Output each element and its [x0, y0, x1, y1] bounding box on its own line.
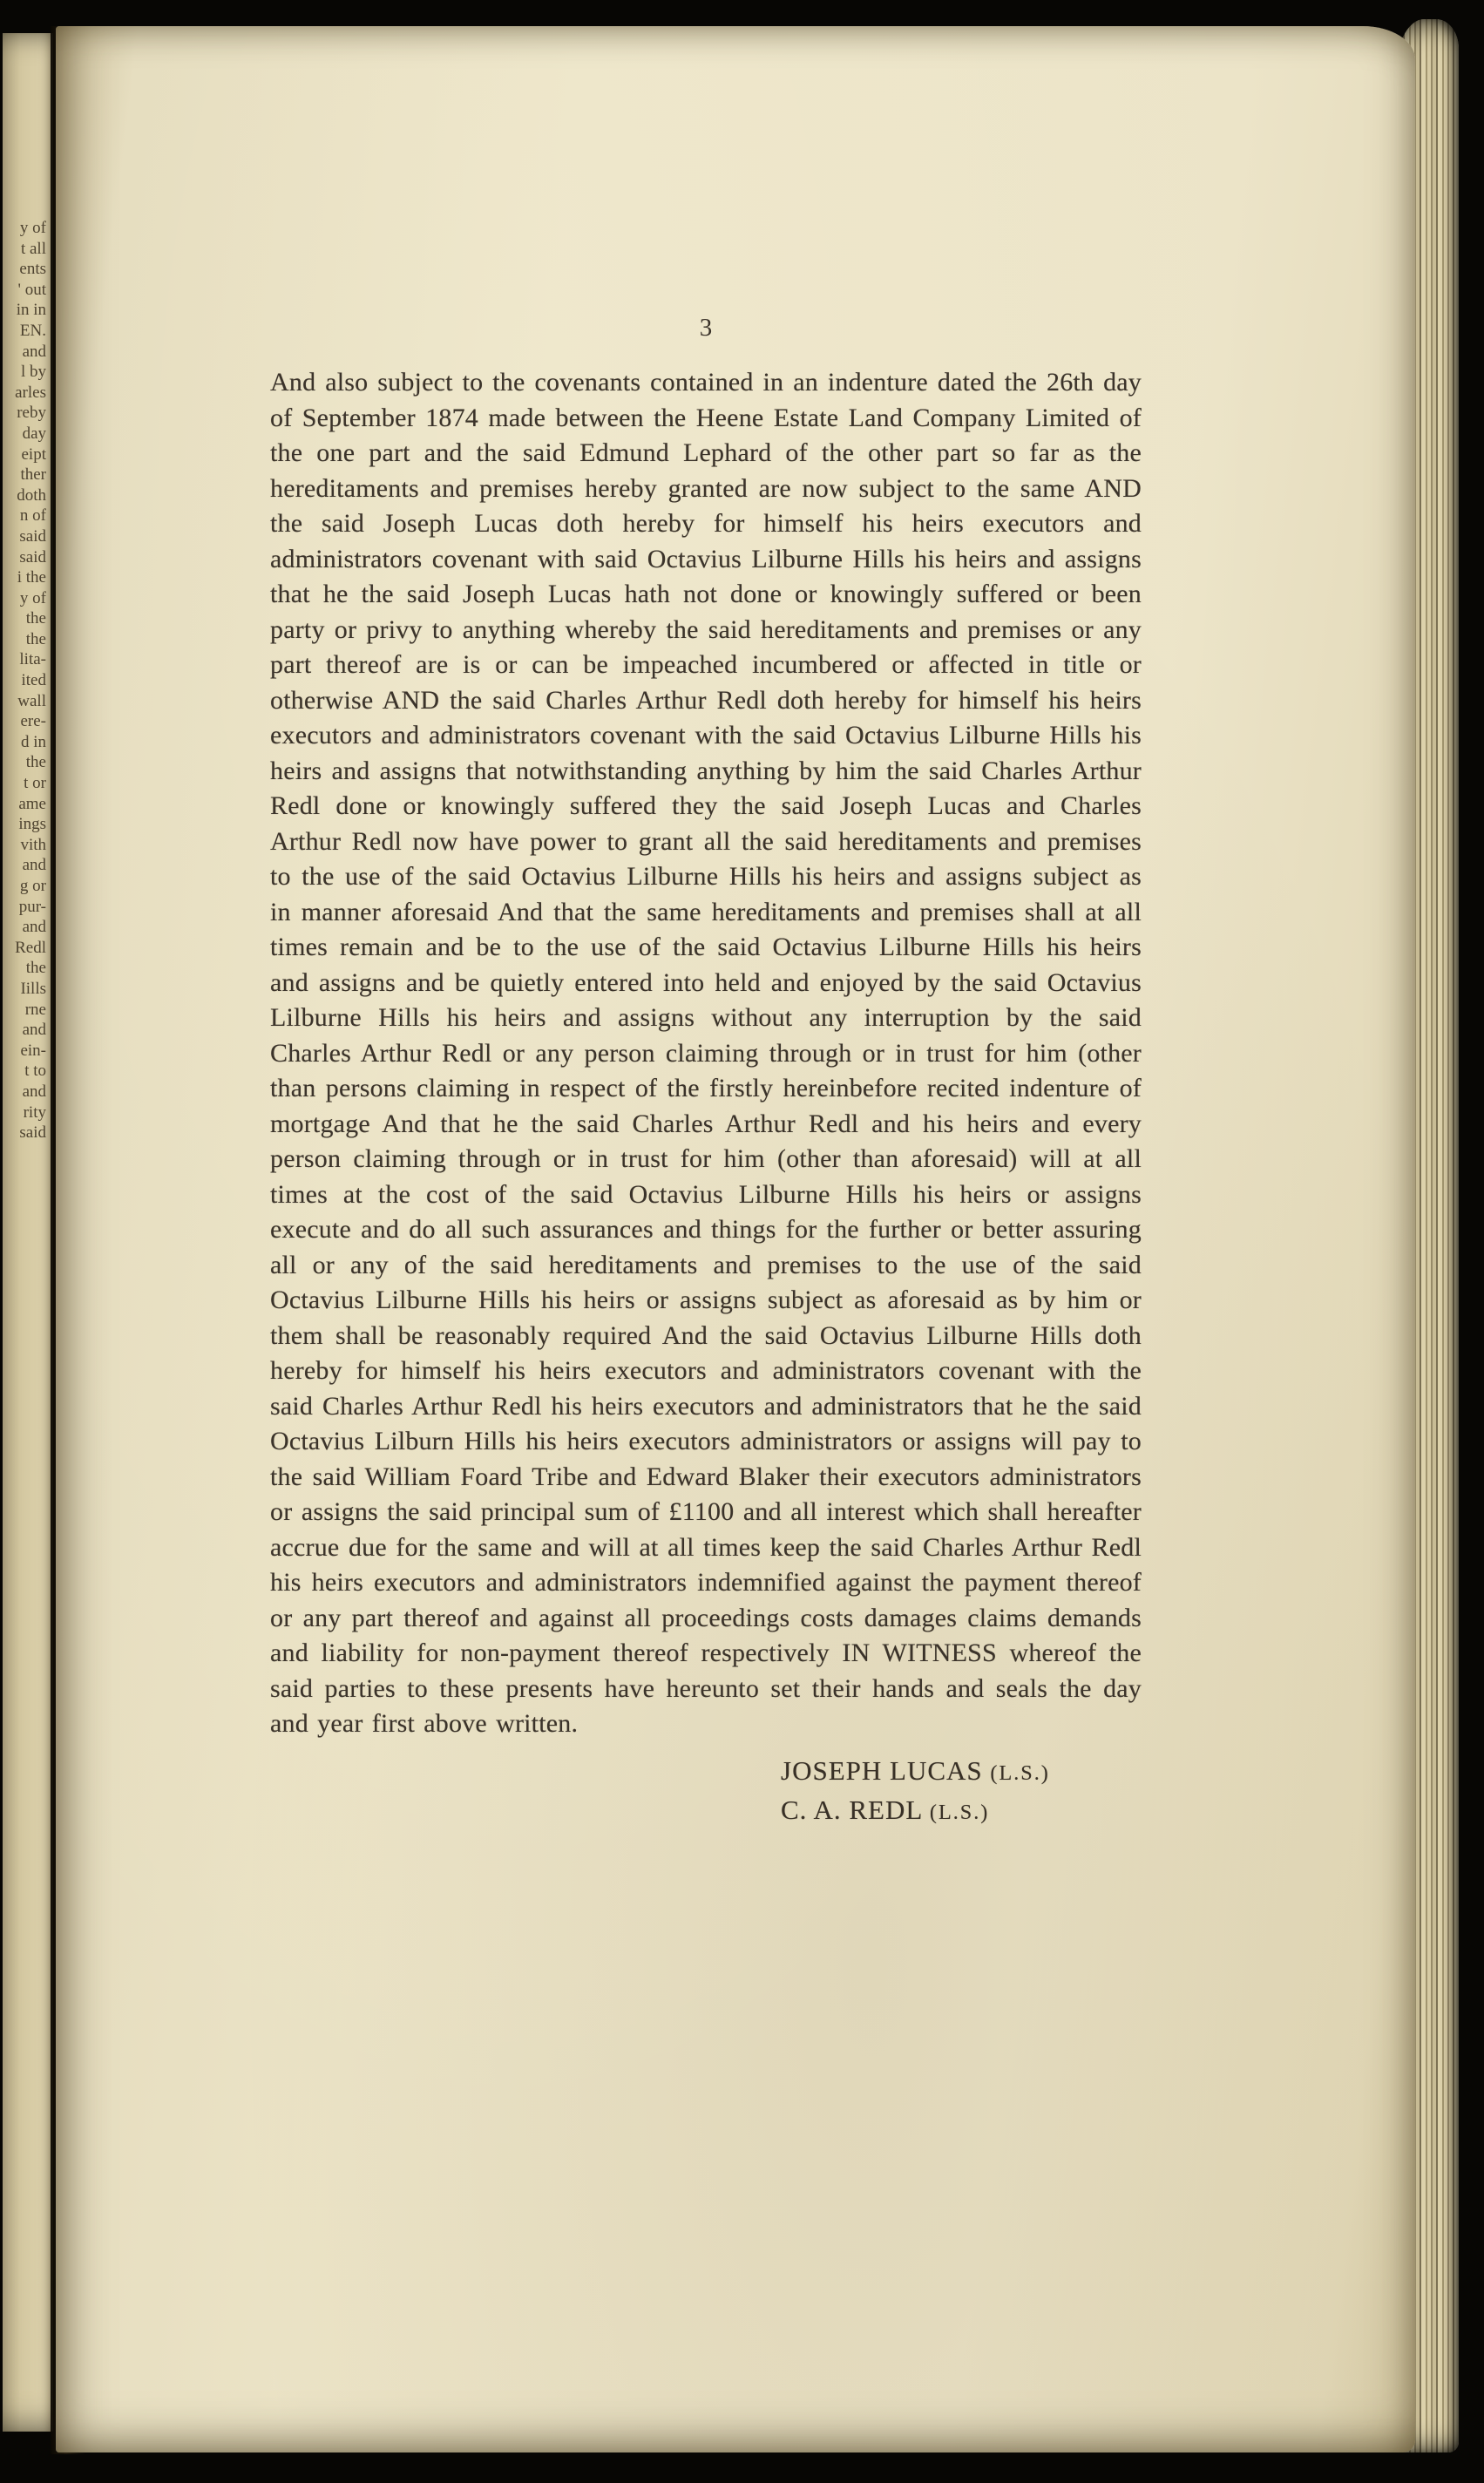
- text-fragment: said: [19, 1123, 46, 1143]
- text-fragment: ings: [18, 815, 46, 834]
- text-fragment: rity: [23, 1102, 46, 1122]
- text-fragment: ' out: [17, 280, 46, 299]
- text-fragment: and: [22, 918, 46, 937]
- deed-body-text: And also subject to the covenants contained in an indenture dated the 26th day of September 1874 made between the Heene Estate Land Company Limited of the one part and the said Edmund Lephard of the other part so far as the hereditaments and premises hereby granted are now subject to the same AND the said Joseph Lucas doth hereby for himself his heirs executors and administrators covenant with said Octavius Lilburne Hills his heirs and assigns that he the said Joseph Lucas hath not done or knowingly suffered or been party or privy to anything whereby the said hereditaments and premises or any part thereof are is or can be impeached incumbered or affected in title or otherwise AND the said Charles Arthur Redl doth hereby for himself his heirs executors and administrators covenant with the said Octavius Lilburne Hills his heirs and assigns that notwithstanding anything by him the said Charles Arthur Redl done or knowingly suffered they the said Joseph Lucas and Charles Arthur Redl now have power to grant all the said hereditaments and premises to the use of the said Octavius Lilburne Hills his heirs and assigns subject as in manner aforesaid And that the same hereditaments and premises shall at all times remain and be to the use of the said Octavius Lilburne Hills his heirs and assigns and be quietly entered into held and enjoyed by the said Octavius Lilburne Hills his heirs and assigns without any interruption by the said Charles Arthur Redl or any person claiming through or in trust for him (other than persons claiming in respect of the firstly hereinbefore recited indenture of mortgage And that he the said Charles Arthur Redl and his heirs and every person claiming through or in trust for him (other than aforesaid) will at all times at the cost of the said Octavius Lilburne Hills his heirs or assigns execute and do all such assurances and things for the further or better assuring all or any of the said hereditaments and premises to the use of the said Octavius Lilburne Hills his heirs or assigns subject as aforesaid as by him or them shall be reasonably required And the said Octavius Lilburne Hills doth hereby for himself his heirs executors and administrators covenant with the said Charles Arthur Redl his heirs executors and administrators that he the said Octavius Lilburn Hills his heirs executors administrators or assigns will pay to the said William Foard Tribe and Edward Blaker their executors administrators or assigns the said principal sum of £1100 and all interest which shall hereafter accrue due for the same and will at all times keep the said Charles Arthur Redl his heirs executors and administrators indemnified against the payment thereof or any part thereof and against all proceedings costs damages claims demands and liability for non-payment thereof respectively IN WITNESS whereof the said parties to these presents have hereunto set their hands and seals the day and year first above written.: [270, 368, 1142, 1738]
- text-fragment: l by: [20, 363, 46, 382]
- signature-block: [270, 1753, 1142, 1831]
- text-fragment: in in: [16, 301, 46, 320]
- seal-abbreviation: (L.S.): [929, 1800, 990, 1824]
- signature-line: [781, 1792, 1142, 1831]
- text-fragment: ents: [19, 260, 46, 279]
- text-fragment: the: [25, 629, 46, 648]
- adjacent-page-edge: [3, 33, 53, 2432]
- text-fragment: and: [22, 1021, 46, 1040]
- text-fragment: reby: [17, 404, 46, 423]
- seal-abbreviation: (L.S.): [990, 1760, 1050, 1785]
- text-fragment: said: [19, 547, 46, 566]
- text-fragment: vith: [20, 835, 46, 854]
- text-fragment: g or: [19, 877, 46, 895]
- text-fragment: n of: [19, 506, 46, 526]
- text-fragment: said: [19, 526, 46, 546]
- text-fragment: arles: [15, 383, 46, 402]
- text-fragment: lita-: [19, 650, 46, 669]
- text-fragment: wall: [17, 691, 46, 710]
- text-fragment: ited: [21, 671, 46, 690]
- text-fragment: ther: [20, 465, 46, 485]
- text-fragment: doth: [17, 485, 46, 505]
- document-page: [56, 26, 1415, 2452]
- text-fragment: and: [22, 342, 46, 361]
- text-fragment: and: [22, 1082, 46, 1101]
- text-fragment: the: [25, 959, 46, 978]
- text-fragment: EN.: [19, 321, 46, 340]
- text-fragment: t all: [20, 239, 46, 258]
- signature-line: [781, 1753, 1142, 1792]
- text-fragment: Iills: [20, 979, 46, 998]
- text-fragment: ere-: [20, 712, 46, 731]
- page-number: 3: [699, 314, 713, 342]
- text-fragment: the: [25, 753, 46, 772]
- text-fragment: y of: [19, 588, 46, 607]
- text-fragment: i the: [17, 568, 46, 587]
- text-fragment: pur-: [18, 897, 46, 916]
- signatory-name: JOSEPH LUCAS: [781, 1754, 983, 1786]
- text-fragment: day: [22, 424, 46, 443]
- page-content: [56, 26, 1415, 2452]
- text-fragment: t to: [24, 1062, 46, 1081]
- text-fragment: y of: [19, 219, 46, 237]
- text-fragment: the: [25, 609, 46, 628]
- text-fragment: eipt: [21, 444, 46, 464]
- text-fragment: t or: [24, 774, 46, 793]
- text-fragment: ein-: [20, 1041, 46, 1060]
- text-fragment: and: [22, 856, 46, 875]
- text-fragment: d in: [20, 732, 46, 751]
- signatory-name: C. A. REDL: [781, 1794, 923, 1825]
- adjacent-page-text-fragments: [3, 218, 50, 1143]
- text-fragment: ame: [18, 794, 46, 813]
- text-fragment: rne: [24, 1000, 46, 1019]
- text-fragment: Redl: [15, 938, 46, 957]
